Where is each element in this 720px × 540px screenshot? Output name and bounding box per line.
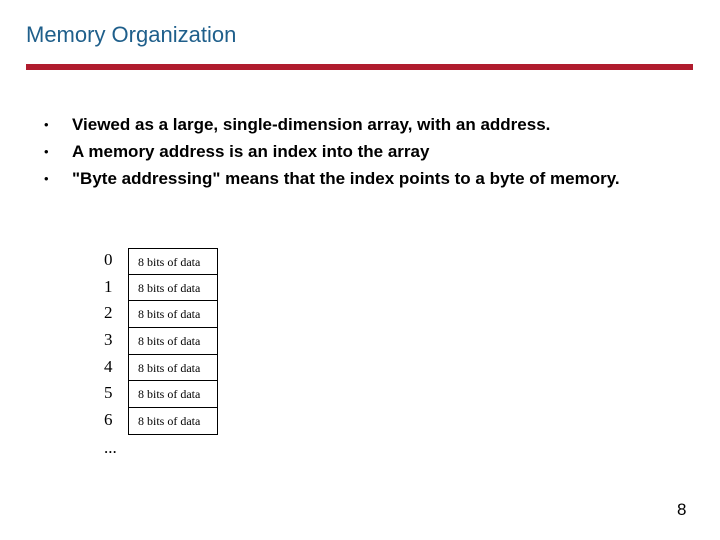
memory-cell: 8 bits of data bbox=[128, 328, 218, 355]
memory-ellipsis: ... bbox=[104, 438, 117, 457]
memory-address: 1 bbox=[104, 276, 113, 296]
slide-title: Memory Organization bbox=[26, 22, 237, 47]
memory-address: 0 bbox=[104, 250, 113, 269]
bullet-text: A memory address is an index into the array bbox=[72, 142, 430, 161]
page-number: 8 bbox=[677, 500, 687, 519]
memory-cell: 8 bits of data bbox=[128, 301, 218, 328]
memory-cell: 8 bits of data bbox=[128, 248, 218, 275]
bullet-marker: • bbox=[44, 117, 49, 132]
bullet-marker: • bbox=[44, 144, 49, 159]
memory-cell: 8 bits of data bbox=[128, 355, 218, 382]
memory-cell: 8 bits of data bbox=[128, 408, 218, 435]
memory-address: 2 bbox=[104, 303, 113, 323]
bullet-text: "Byte addressing" means that the index points to a byte of memory. bbox=[72, 169, 620, 188]
memory-cell: 8 bits of data bbox=[128, 381, 218, 408]
bullet-text: Viewed as a large, single-dimension array, with an address. bbox=[72, 115, 551, 134]
bullet-item bbox=[44, 111, 620, 138]
bullet-list bbox=[44, 111, 620, 192]
memory-address: 6 bbox=[104, 410, 113, 430]
title-divider bbox=[26, 64, 693, 70]
memory-address: 4 bbox=[104, 356, 113, 376]
bullet-item bbox=[44, 165, 620, 192]
memory-address: 5 bbox=[104, 383, 113, 403]
memory-address: 3 bbox=[104, 330, 113, 350]
memory-cell: 8 bits of data bbox=[128, 275, 218, 302]
bullet-marker: • bbox=[44, 171, 49, 186]
bullet-item bbox=[44, 138, 620, 165]
